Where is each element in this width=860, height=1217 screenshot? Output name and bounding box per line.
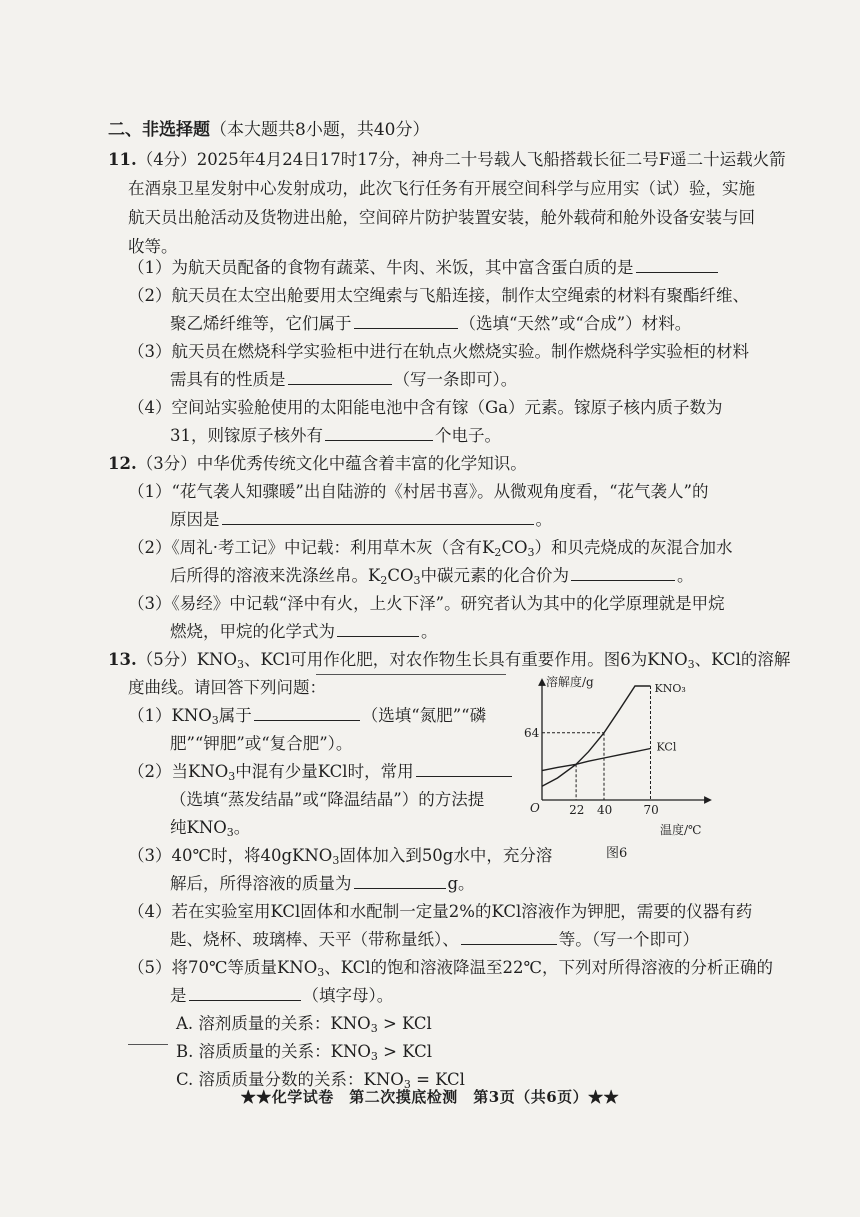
q12-score: （3分） <box>136 454 197 473</box>
solubility-chart <box>520 672 720 840</box>
q13-p2-blank[interactable] <box>416 760 512 777</box>
option-b-sub: 3 <box>370 1050 378 1063</box>
q11-p3-line1: （3）航天员在燃烧科学实验柜中进行在轨点火燃烧实验。制作燃烧科学实验柜的材料 <box>128 342 749 361</box>
kcl-curve <box>542 749 651 771</box>
section-title: 二、非选择题 <box>108 120 210 140</box>
q13-p3-a1: （3）40℃时，将40gKNO <box>128 846 333 865</box>
stray-line <box>316 674 506 675</box>
q13-line1 <box>108 648 790 672</box>
q12-p1-text: 原因是 <box>170 510 220 529</box>
q11-p4-line1: （4）空间站实验舱使用的太阳能电池中含有镓（Ga）元素。镓原子核内质子数为 <box>128 398 723 417</box>
option-a-rel: > KCl <box>377 1014 432 1033</box>
q12-p2-a1: （2）《周礼·考工记》中记载：利用草木灰（含有K <box>128 538 495 557</box>
section-header <box>108 118 429 142</box>
q12-number: 12. <box>108 454 137 473</box>
q13-p3-sub: 3 <box>332 854 340 867</box>
q13-p5-blank[interactable] <box>189 984 301 1001</box>
q11-p4-suffix: 个电子。 <box>435 426 501 445</box>
q13-p2-c2: 。 <box>233 818 251 837</box>
q13-part2 <box>128 760 514 784</box>
q11-p1-blank[interactable] <box>636 256 718 273</box>
q11-part3 <box>170 368 517 392</box>
q12-part3 <box>170 620 438 644</box>
q11-part2 <box>170 312 691 336</box>
q13-p3-line2 <box>170 872 475 896</box>
q12-intro: 中华优秀传统文化中蕴含着丰富的化学知识。 <box>196 454 527 473</box>
q11-p3-suffix: （写一条即可）。 <box>393 370 518 389</box>
q13-p5-a1: （5）将70℃等质量KNO <box>128 958 318 977</box>
q12-p3-blank[interactable] <box>337 620 419 637</box>
x-tick-70: 70 <box>643 803 659 817</box>
q13-p2-a1: （2）当KNO <box>128 762 229 781</box>
q12-p2-a3: ）和贝壳烧成的灰混合加水 <box>534 538 733 557</box>
option-c-sub: 3 <box>403 1078 411 1091</box>
q13-p3-b1: 解后，所得溶液的质量为 <box>170 874 352 893</box>
q12-p1-blank[interactable] <box>222 508 534 525</box>
kcl-label: KCl <box>656 740 677 754</box>
q12-p2-b3: 中碳元素的化合价为 <box>420 566 569 585</box>
y-axis-label: 溶解度/g <box>546 675 594 689</box>
option-a-text: A. 溶剂质量的关系：KNO <box>176 1014 371 1033</box>
q13-p1-blank[interactable] <box>254 704 360 721</box>
q13-p2-sub: 3 <box>228 770 236 783</box>
q12-p2-sub2: 3 <box>527 546 535 559</box>
q11-line1 <box>108 148 786 172</box>
q12-p2-bsub2: 3 <box>413 574 421 587</box>
q12-p2-b2: CO <box>387 566 414 585</box>
q13-score: （5分） <box>136 650 197 669</box>
q11-p1-text: （1）为航天员配备的食物有蔬菜、牛肉、米饭，其中富含蛋白质的是 <box>128 258 634 277</box>
q13-part1 <box>128 704 486 728</box>
q11-p2-text: 聚乙烯纤维等，它们属于 <box>170 314 352 333</box>
q13-p3-blank[interactable] <box>354 872 446 889</box>
q13-intro-a: KNO <box>196 650 238 669</box>
q13-intro-c: 、KCl的溶解 <box>694 650 791 669</box>
q11-p2-blank[interactable] <box>354 312 458 329</box>
q13-p4-blank[interactable] <box>461 928 557 945</box>
q12-p2-a2: CO <box>501 538 528 557</box>
q12-part2 <box>170 564 693 588</box>
q13-intro-2: 度曲线。请回答下列问题： <box>128 678 326 697</box>
q12-p2-line1 <box>128 536 732 560</box>
q13-part3 <box>128 844 552 868</box>
q13-p2-csub: 3 <box>226 826 234 839</box>
kno3-curve <box>542 686 651 786</box>
q13-p3-a2: 固体加入到50g水中，充分溶 <box>339 846 553 865</box>
q11-p4-blank[interactable] <box>325 424 433 441</box>
q13-p2-c1: 纯KNO <box>170 818 227 837</box>
q11-p2-line1: （2）航天员在太空出舱要用太空绳索与飞船连接，制作太空绳索的材料有聚酯纤维、 <box>128 286 749 305</box>
q13-p2-a2: 中混有少量KCl时，常用 <box>235 762 414 781</box>
q13-p1-sub: 3 <box>211 714 219 727</box>
q11-intro-1: 2025年4月24日17时17分，神舟二十号载人飞船搭载长征二号F遥二十运载火箭 <box>196 150 786 169</box>
q13-p1-a3: （选填“氮肥”“磷 <box>361 706 487 725</box>
q11-p3-text: 需具有的性质是 <box>170 370 286 389</box>
q13-p1-line2: 肥”“钾肥”或“复合肥”）。 <box>170 734 353 753</box>
q13-intro-sub: 3 <box>237 658 245 671</box>
kno3-label: KNO₃ <box>654 682 686 695</box>
q11-intro-2: 在酒泉卫星发射中心发射成功，此次飞行任务有开展空间科学与应用实（试）验，实施 <box>128 179 755 198</box>
q12-p1-suffix: 。 <box>535 510 552 529</box>
q12-p2-b1: 后所得的溶液来洗涤丝帛。K <box>170 566 381 585</box>
q13-p1-a1: （1）KNO <box>128 706 212 725</box>
q13-p2-line2: （选填“蒸发结晶”或“降温结晶”）的方法提 <box>170 790 485 809</box>
q12-p2-suffix: 。 <box>676 566 694 585</box>
q13-part4 <box>170 928 699 952</box>
q12-p2-blank[interactable] <box>571 564 675 581</box>
q12-p3-suffix: 。 <box>421 622 438 641</box>
q13-p2-line3 <box>170 816 250 840</box>
q12-p3-line1: （3）《易经》中记载“泽中有火，上火下泽”。研究者认为其中的化学原理就是甲烷 <box>128 594 725 613</box>
q13-p3-b2: g。 <box>447 874 475 893</box>
q13-option-a <box>176 1012 432 1036</box>
q12-p2-bsub1: 2 <box>380 574 388 587</box>
option-c-text: C. 溶质质量分数的关系：KNO <box>176 1070 404 1089</box>
q13-option-b <box>176 1040 432 1064</box>
q13-p5-sub: 3 <box>317 966 325 979</box>
q12-p1-line1: （1）“花气袭人知骤暖”出自陆游的《村居书喜》。从微观角度看，“花气袭人”的 <box>128 482 709 501</box>
option-b-rel: > KCl <box>377 1042 433 1061</box>
q13-p1-a2: 属于 <box>218 706 252 725</box>
solubility-chart-svg <box>520 672 720 840</box>
pencil-mark <box>128 1044 168 1045</box>
q13-p4-b1: 匙、烧杯、玻璃棒、天平（带称量纸）、 <box>170 930 459 949</box>
q11-p4-text: 31，则镓原子核外有 <box>170 426 323 445</box>
q11-p2-suffix: （选填“天然”或“合成”）材料。 <box>459 314 692 333</box>
q12-p2-sub1: 2 <box>494 546 502 559</box>
q12-line1 <box>108 452 527 476</box>
q11-number: 11. <box>108 150 137 169</box>
q12-p3-text: 燃烧，甲烷的化学式为 <box>170 622 335 641</box>
origin-label: O <box>530 801 540 815</box>
q12-part1 <box>170 508 552 532</box>
x-tick-22: 22 <box>569 803 585 817</box>
q13-intro-b: 、KCl可用作化肥，对农作物生长具有重要作用。图6为KNO <box>244 650 688 669</box>
q13-p5-b2: （填字母）。 <box>302 986 394 1005</box>
figure-caption: 图6 <box>606 846 628 861</box>
x-axis-title: 温度/℃ <box>660 823 702 837</box>
q11-intro-3: 航天员出舱活动及货物进出舱，空间碎片防护装置安装，舱外载荷和舱外设备安装与回 <box>128 208 755 227</box>
q13-p4-b2: 等。（写一个即可） <box>558 930 699 949</box>
q13-p5-line1 <box>128 956 773 980</box>
q11-part4 <box>170 424 501 448</box>
x-tick-40: 40 <box>597 803 613 817</box>
option-a-sub: 3 <box>370 1022 378 1035</box>
q13-part5 <box>170 984 393 1008</box>
q11-score: （4分） <box>136 150 197 169</box>
q11-intro-4: 收等。 <box>128 237 178 256</box>
q11-part1 <box>128 256 720 280</box>
y-tick-64: 64 <box>524 725 540 740</box>
q13-p5-a2: 、KCl的饱和溶液降温至22℃，下列对所得溶液的分析正确的 <box>324 958 773 977</box>
section-note: （本大题共8小题，共40分） <box>210 120 430 140</box>
q13-intro-sub2: 3 <box>687 658 695 671</box>
option-c-rel: = KCl <box>410 1070 465 1089</box>
q13-number: 13. <box>108 650 137 669</box>
q13-p4-line1: （4）若在实验室用KCl固体和水配制一定量2%的KCl溶液作为钾肥，需要的仪器有药 <box>128 902 753 921</box>
page-footer: ★★化学试卷 第二次摸底检测 第3页（共6页）★★ <box>240 1088 620 1106</box>
q13-p5-b1: 是 <box>170 986 187 1005</box>
option-b-text: B. 溶质质量的关系：KNO <box>176 1042 371 1061</box>
q11-p3-blank[interactable] <box>288 368 392 385</box>
